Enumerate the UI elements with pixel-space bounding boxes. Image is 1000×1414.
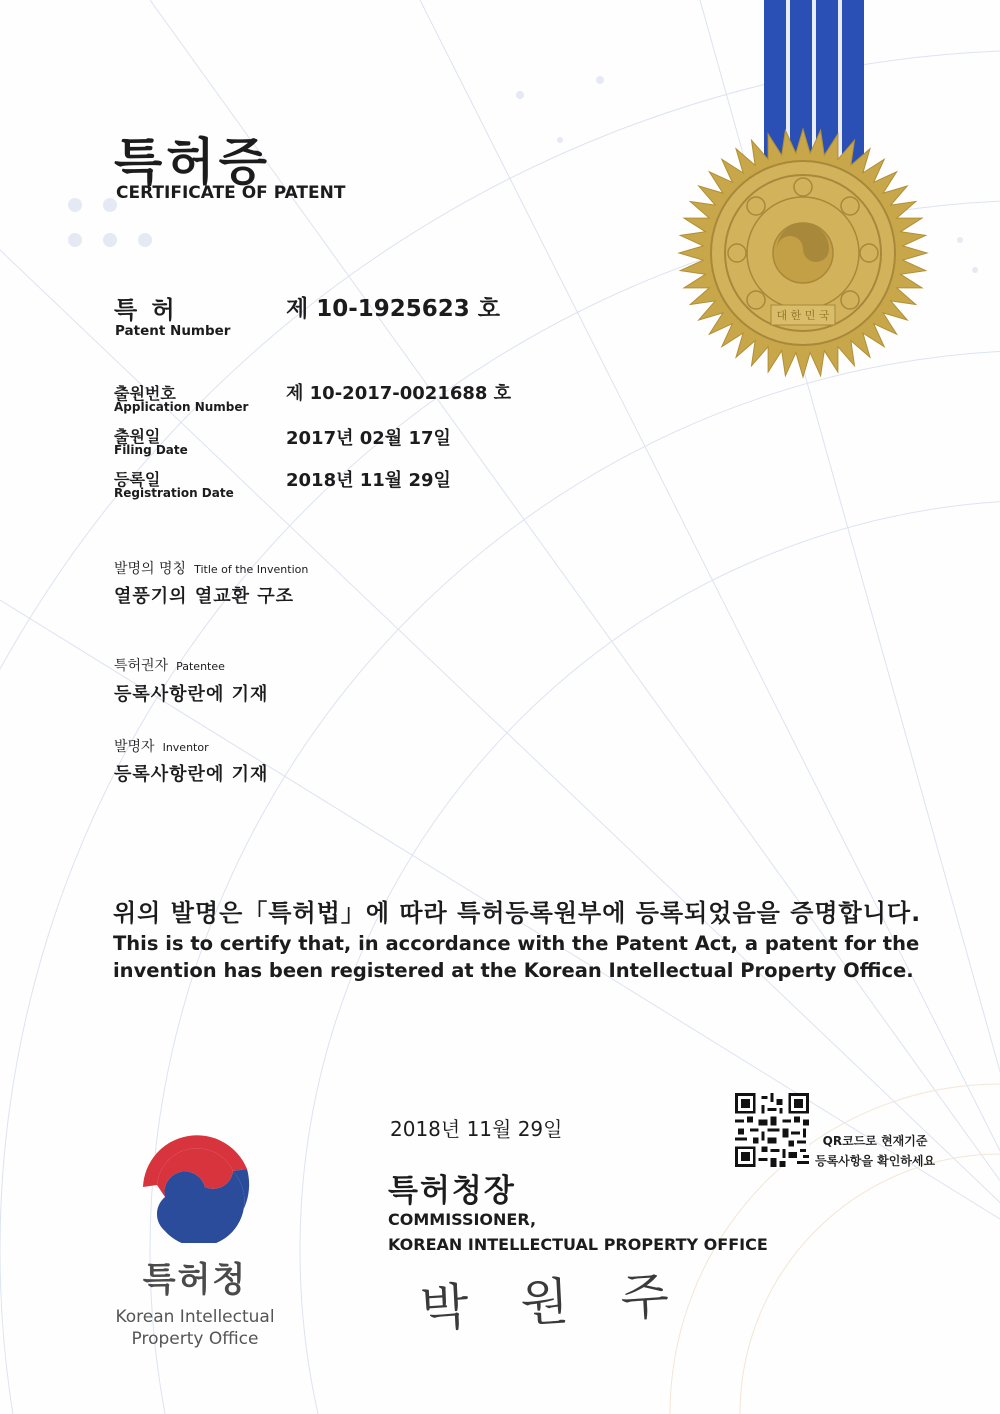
filing-date-value: 2017년 02월 17일 bbox=[286, 428, 451, 449]
patentee-label-ko: 특허권자 bbox=[114, 658, 169, 674]
commissioner-title-ko: 특허청장 bbox=[388, 1173, 516, 1209]
filing-date-label-en: Filing Date bbox=[114, 443, 188, 457]
qr-note-line2: 등록사항을 확인하세요 bbox=[815, 1154, 936, 1168]
registration-date-label-en: Registration Date bbox=[114, 486, 234, 500]
commissioner-title-en-line1: COMMISSIONER, bbox=[388, 1210, 537, 1229]
qr-note-line1: QR코드로 현재기준 bbox=[822, 1134, 928, 1148]
application-number-label-ko: 출원번호 bbox=[114, 384, 176, 403]
patentee-value: 등록사항란에 기재 bbox=[114, 684, 269, 705]
invention-title-label-en: Title of the Invention bbox=[194, 563, 309, 576]
inventor-label-en: Inventor bbox=[162, 741, 209, 754]
inventor-value: 등록사항란에 기재 bbox=[114, 764, 269, 785]
seal-text: 대 한 민 국 bbox=[776, 309, 830, 322]
registration-date-label-ko: 등록일 bbox=[114, 470, 161, 489]
qr-code[interactable] bbox=[735, 1093, 809, 1167]
invention-title-label-ko: 발명의 명칭 bbox=[114, 561, 187, 577]
commissioner-title-en-line2: KOREAN INTELLECTUAL PROPERTY OFFICE bbox=[388, 1235, 768, 1254]
certificate-title-en: CERTIFICATE OF PATENT bbox=[116, 183, 346, 203]
filing-date-label-ko: 출원일 bbox=[114, 427, 161, 446]
qr-note bbox=[815, 1131, 935, 1171]
invention-title-label bbox=[114, 558, 308, 578]
kipo-name-ko: 특허청 bbox=[142, 1260, 248, 1300]
certificate-title-ko: 특허증 bbox=[114, 133, 271, 191]
patent-number-label-ko: 특 허 bbox=[114, 296, 178, 324]
application-number-value: 제 10-2017-0021688 호 bbox=[286, 383, 512, 404]
issue-date: 2018년 11월 29일 bbox=[390, 1117, 563, 1141]
inventor-label-ko: 발명자 bbox=[114, 739, 155, 755]
signature: 박 원 주 bbox=[418, 1266, 689, 1338]
registration-date-value: 2018년 11월 29일 bbox=[286, 470, 451, 491]
patent-number-value: 제 10-1925623 호 bbox=[286, 296, 501, 322]
kipo-name-en: Korean Intellectual Property Office bbox=[115, 1307, 275, 1349]
certification-text-ko: 위의 발명은「특허법」에 따라 특허등록원부에 등록되었음을 증명합니다. bbox=[113, 899, 922, 927]
gold-seal bbox=[675, 125, 931, 381]
invention-title-value: 열풍기의 열교환 구조 bbox=[114, 586, 295, 607]
patent-number-label-en: Patent Number bbox=[115, 323, 231, 339]
patentee-label bbox=[114, 655, 225, 675]
inventor-label bbox=[114, 736, 209, 756]
certification-text-en: This is to certify that, in accordance with the Patent Act, a patent for the invention has been registered at the Korean Intellectual Property Office. bbox=[113, 932, 920, 982]
application-number-label-en: Application Number bbox=[114, 400, 249, 414]
patentee-label-en: Patentee bbox=[176, 660, 225, 673]
kipo-logo-icon bbox=[135, 1115, 255, 1243]
